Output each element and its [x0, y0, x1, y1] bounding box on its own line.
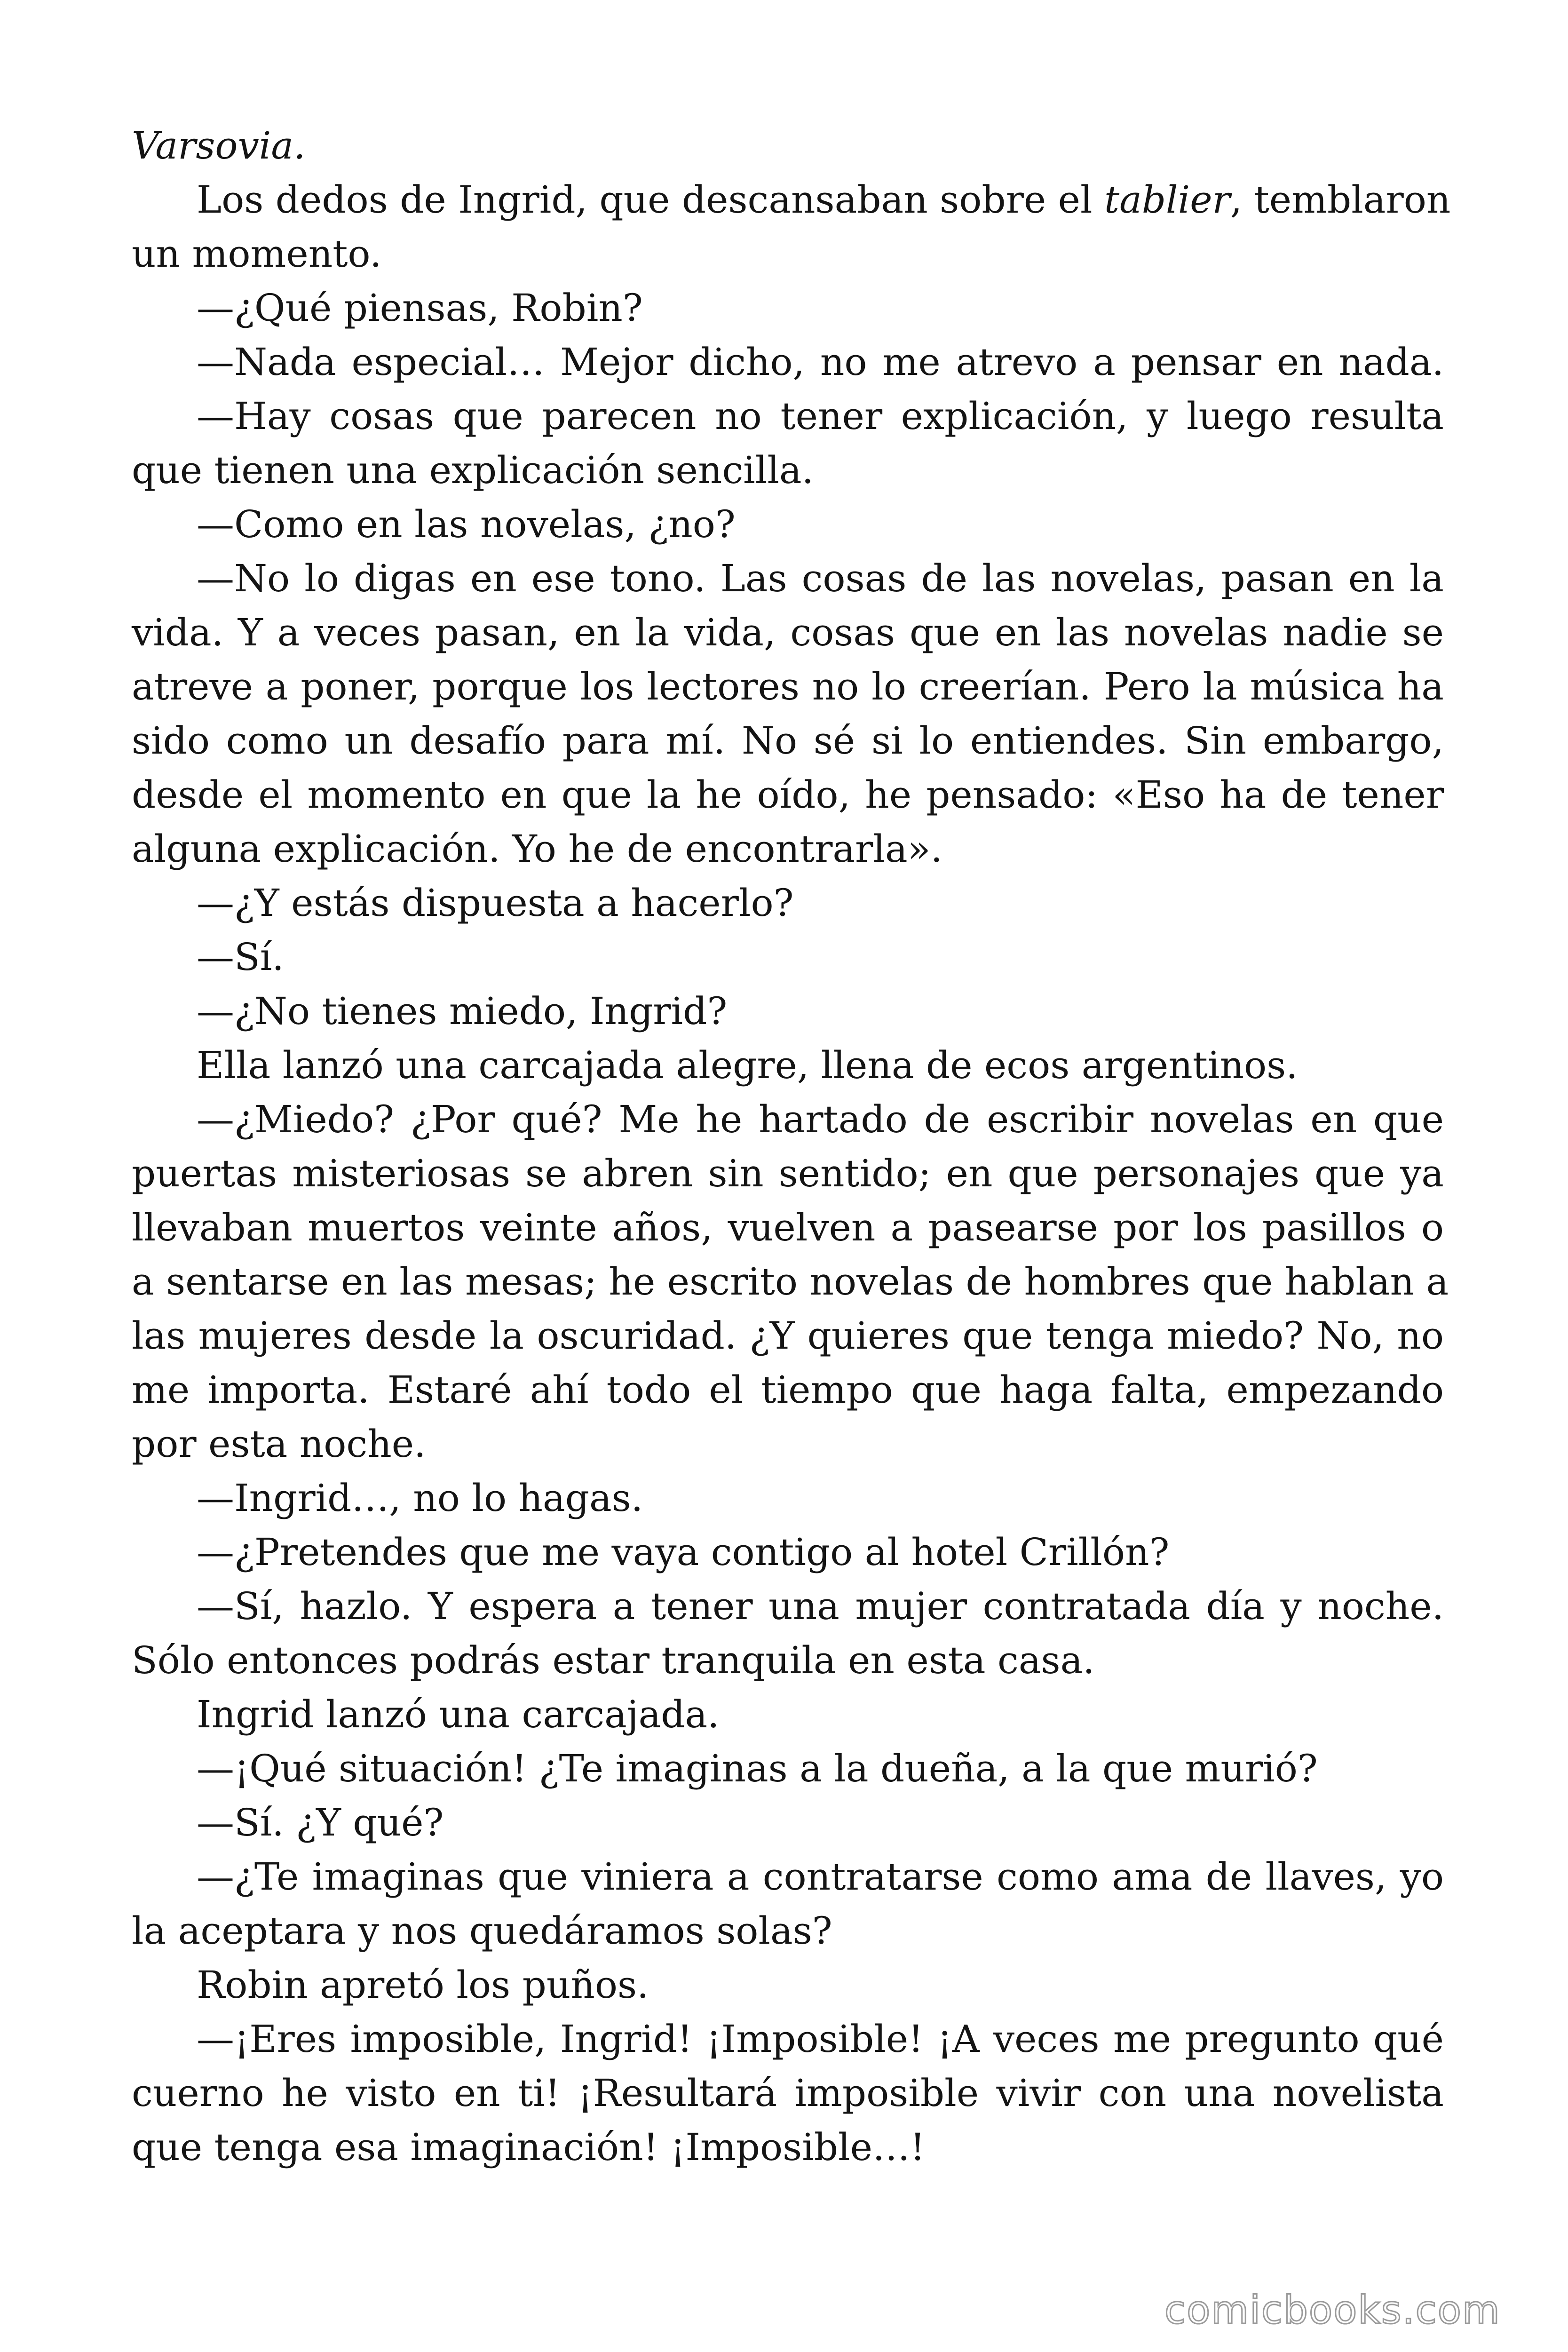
text-segment: un momento.: [132, 232, 382, 276]
text-line: [132, 605, 1444, 660]
text-segment: —¿Pretendes que me vaya contigo al hotel Crillón?: [197, 1530, 1170, 1574]
text-segment: por esta noche.: [132, 1422, 426, 1466]
italic-text: tablier: [1104, 178, 1230, 222]
watermark: comicbooks.com: [1164, 2288, 1501, 2333]
text-segment: Ella lanzó una carcajada alegre, llena de ecos argentinos.: [197, 1043, 1298, 1087]
text-segment: —¿Y estás dispuesta a hacerlo?: [197, 881, 794, 925]
text-segment: la aceptara y nos quedáramos solas?: [132, 1909, 832, 1953]
text-segment: que tienen una explicación sencilla.: [132, 448, 814, 492]
text-segment: —¿Qué piensas, Robin?: [197, 286, 643, 330]
text-segment: desde el momento en que la he oído, he pensado: «Eso ha de tener: [132, 773, 1444, 817]
text-segment: sido como un desafío para mí. No sé si lo entiendes. Sin embargo,: [132, 719, 1444, 763]
text-segment: , temblaron: [1230, 178, 1451, 222]
text-line: [132, 1525, 1444, 1579]
text-segment: Sólo entonces podrás estar tranquila en esta casa.: [132, 1638, 1095, 1682]
text-segment: —Sí.: [197, 935, 284, 979]
book-page-text: [132, 119, 1451, 2174]
text-line: [132, 281, 1444, 335]
text-line: [132, 2120, 1444, 2174]
text-line: [132, 1904, 1444, 1958]
text-line: [132, 551, 1444, 605]
text-line: [132, 1850, 1444, 1904]
text-segment: —¿Miedo? ¿Por qué? Me he hartado de escribir novelas en que: [197, 1097, 1444, 1141]
text-segment: —¡Eres imposible, Ingrid! ¡Imposible! ¡A veces me pregunto qué: [197, 2017, 1444, 2061]
text-line: [132, 822, 1444, 876]
text-line: [132, 2066, 1444, 2120]
text-line: [132, 768, 1444, 822]
text-segment: atreve a poner, porque los lectores no lo creerían. Pero la música ha: [132, 665, 1444, 708]
text-line: [132, 1309, 1444, 1363]
text-segment: —Sí. ¿Y qué?: [197, 1801, 444, 1844]
text-segment: Robin apretó los puños.: [197, 1963, 649, 2007]
text-line: [132, 1741, 1444, 1796]
text-segment: —Hay cosas que parecen no tener explicación, y luego resulta: [197, 394, 1444, 438]
text-segment: —¿Te imaginas que viniera a contratarse como ama de llaves, yo: [197, 1855, 1444, 1899]
text-line: [132, 714, 1444, 768]
text-segment: Ingrid lanzó una carcajada.: [197, 1692, 720, 1736]
text-line: [132, 984, 1444, 1038]
text-segment: —Nada especial… Mejor dicho, no me atrevo a pensar en nada.: [197, 340, 1444, 384]
text-line: [132, 1092, 1444, 1146]
text-line: [132, 1958, 1444, 2012]
text-segment: puertas misteriosas se abren sin sentido; en que personajes que ya: [132, 1152, 1444, 1195]
text-line: [132, 1471, 1444, 1525]
text-line: [132, 335, 1444, 389]
text-segment: —Sí, hazlo. Y espera a tener una mujer contratada día y noche.: [197, 1584, 1444, 1628]
text-line: [132, 1687, 1444, 1741]
text-line: [132, 497, 1444, 551]
text-line: [132, 2012, 1444, 2066]
text-segment: —Como en las novelas, ¿no?: [197, 502, 736, 546]
text-segment: —No lo digas en ese tono. Las cosas de las novelas, pasan en la: [197, 556, 1444, 600]
text-line: [132, 173, 1451, 227]
text-segment: —¡Qué situación! ¿Te imaginas a la dueña, a la que murió?: [197, 1747, 1318, 1790]
text-line: [132, 1146, 1444, 1200]
text-segment: alguna explicación. Yo he de encontrarla».: [132, 827, 943, 871]
text-segment: —¿No tienes miedo, Ingrid?: [197, 989, 728, 1033]
text-line: [132, 227, 1444, 281]
text-segment: las mujeres desde la oscuridad. ¿Y quieres que tenga miedo? No, no: [132, 1314, 1444, 1358]
text-line: [132, 660, 1444, 714]
text-line: [132, 1417, 1444, 1471]
text-line: [132, 930, 1444, 984]
text-line: [132, 1579, 1444, 1633]
text-line: [132, 1255, 1449, 1309]
text-line: [132, 876, 1444, 930]
text-segment: —Ingrid…, no lo hagas.: [197, 1476, 643, 1520]
text-line: [132, 119, 1444, 173]
text-line: [132, 1200, 1444, 1255]
text-line: [132, 1038, 1444, 1092]
text-line: [132, 389, 1444, 443]
text-segment: a sentarse en las mesas; he escrito novelas de hombres que hablan a: [132, 1260, 1449, 1303]
text-segment: cuerno he visto en ti! ¡Resultará imposible vivir con una novelista: [132, 2071, 1444, 2115]
italic-text: Varsovia.: [132, 124, 306, 167]
text-segment: que tenga esa imaginación! ¡Imposible…!: [132, 2125, 926, 2169]
text-segment: Los dedos de Ingrid, que descansaban sobre el: [197, 178, 1104, 222]
text-segment: me importa. Estaré ahí todo el tiempo que haga falta, empezando: [132, 1368, 1444, 1412]
text-segment: vida. Y a veces pasan, en la vida, cosas que en las novelas nadie se: [132, 611, 1444, 654]
text-line: [132, 1633, 1444, 1687]
text-line: [132, 1796, 1444, 1850]
text-segment: llevaban muertos veinte años, vuelven a pasearse por los pasillos o: [132, 1206, 1444, 1249]
text-line: [132, 1363, 1444, 1417]
text-line: [132, 443, 1444, 497]
